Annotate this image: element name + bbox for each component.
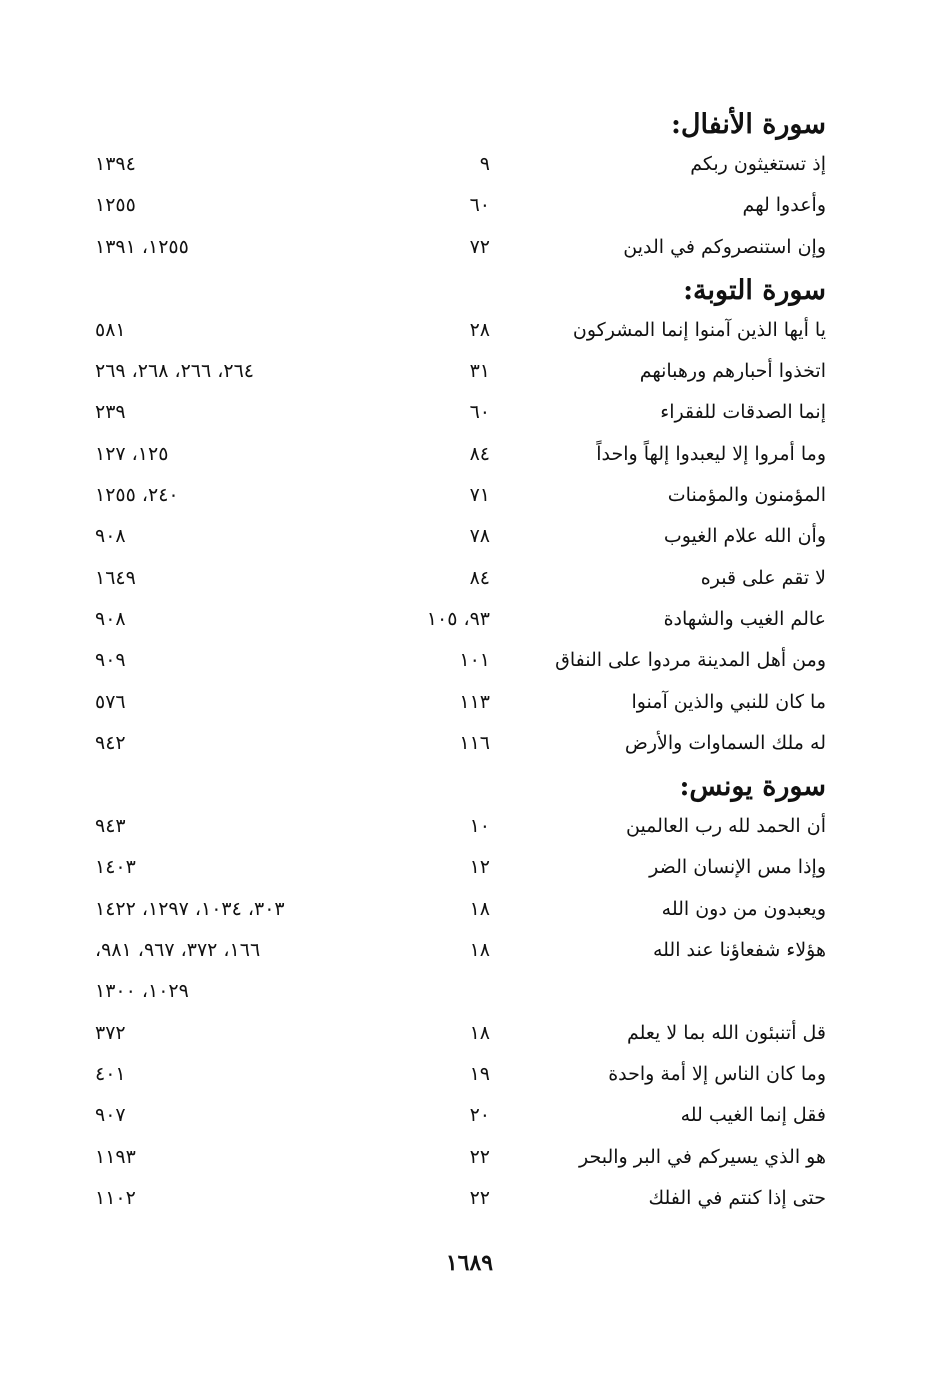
index-row bbox=[0, 600, 939, 641]
index-row bbox=[0, 724, 939, 765]
index-row bbox=[0, 931, 939, 972]
ayah-number: ١٠ bbox=[469, 815, 490, 838]
verse-phrase: هؤلاء شفعاؤنا عند الله bbox=[652, 939, 826, 962]
ayah-number: ٨٤ bbox=[469, 566, 490, 589]
ayah-number: ٧٨ bbox=[469, 525, 490, 548]
page-references: ٩٠٨ bbox=[95, 607, 126, 630]
page-references: ٩٠٧ bbox=[95, 1104, 126, 1127]
surah-title: سورة التوبة: bbox=[683, 274, 826, 306]
page-references: ٩٤٢ bbox=[95, 731, 126, 754]
verse-phrase: ويعبدون من دون الله bbox=[661, 897, 826, 920]
verse-phrase: له ملك السماوات والأرض bbox=[624, 731, 826, 754]
page-references: ٣٠٣، ١٠٣٤، ١٢٩٧، ١٤٢٢ bbox=[95, 897, 285, 920]
verse-phrase: وما أمروا إلا ليعبدوا إلهاً واحداً bbox=[596, 442, 826, 465]
ayah-number: ٧١ bbox=[469, 484, 490, 507]
page-references: ٣٧٢ bbox=[95, 1021, 126, 1044]
verse-phrase: قل أتنبئون الله بما لا يعلم bbox=[626, 1021, 826, 1044]
verse-phrase: المؤمنون والمؤمنات bbox=[667, 484, 826, 507]
page-references: ١١٩٣ bbox=[95, 1145, 136, 1168]
verse-phrase: وأن الله علام الغيوب bbox=[663, 525, 826, 548]
verse-phrase: يا أيها الذين آمنوا إنما المشركون bbox=[572, 318, 826, 341]
ayah-number: ٦٠ bbox=[469, 194, 490, 217]
ayah-number: ١١٦ bbox=[459, 731, 490, 754]
ayah-number: ٣١ bbox=[469, 360, 490, 383]
verse-phrase: وأعدوا لهم bbox=[742, 194, 826, 217]
ayah-number: ١٩ bbox=[469, 1062, 490, 1085]
page-references: ١٤٠٣ bbox=[95, 856, 136, 879]
verse-phrase: هو الذي يسيركم في البر والبحر bbox=[578, 1145, 826, 1168]
verse-phrase: اتخذوا أحبارهم ورهبانهم bbox=[639, 360, 826, 383]
page-references: ١٢٥، ١٢٧ bbox=[95, 442, 169, 465]
ayah-number: ٢٨ bbox=[469, 318, 490, 341]
page-references-continued: ١٠٢٩، ١٣٠٠ bbox=[95, 980, 189, 1003]
page-references: ٥٨١ bbox=[95, 318, 126, 341]
page-references: ٢٦٤، ٢٦٦، ٢٦٨، ٢٦٩ bbox=[95, 360, 255, 383]
index-row bbox=[0, 476, 939, 517]
ayah-number: ١٨ bbox=[469, 939, 490, 962]
index-row bbox=[0, 1014, 939, 1055]
index-row bbox=[0, 352, 939, 393]
index-row bbox=[0, 890, 939, 931]
ayah-number: ١٢ bbox=[469, 856, 490, 879]
ayah-number: ١٨ bbox=[469, 897, 490, 920]
page-references: ٥٧٦ bbox=[95, 690, 126, 713]
verse-phrase: وما كان الناس إلا أمة واحدة bbox=[608, 1062, 826, 1085]
ayah-number: ٨٤ bbox=[469, 442, 490, 465]
verse-phrase: إنما الصدقات للفقراء bbox=[660, 401, 826, 424]
verse-index bbox=[0, 103, 939, 1220]
page-references: ٩٠٩ bbox=[95, 649, 126, 672]
ayah-number: ٩ bbox=[479, 153, 490, 175]
surah-title: سورة الأنفال: bbox=[670, 109, 826, 140]
index-row bbox=[0, 1096, 939, 1137]
verse-phrase: ومن أهل المدينة مردوا على النفاق bbox=[555, 649, 826, 672]
index-row bbox=[0, 186, 939, 227]
verse-phrase: أن الحمد لله رب العالمين bbox=[625, 815, 826, 838]
index-row bbox=[0, 848, 939, 889]
page-references: ١١٠٢ bbox=[95, 1186, 136, 1209]
page-references: ٢٣٩ bbox=[95, 401, 126, 424]
page-references: ٩٤٣ bbox=[95, 815, 126, 838]
index-row-continuation bbox=[0, 972, 939, 1013]
index-row bbox=[0, 228, 939, 269]
surah-heading bbox=[0, 765, 939, 807]
ayah-number: ٧٢ bbox=[469, 235, 490, 258]
page-references: ١٢٥٥، ١٣٩١ bbox=[95, 235, 189, 258]
verse-phrase: لا تقم على قبره bbox=[700, 566, 826, 589]
surah-heading bbox=[0, 103, 939, 145]
ayah-number: ٢٢ bbox=[469, 1145, 490, 1168]
verse-phrase: وإذا مس الإنسان الضر bbox=[649, 856, 826, 879]
page-references: ٤٠١ bbox=[95, 1062, 126, 1085]
ayah-number: ٢٠ bbox=[469, 1104, 490, 1127]
ayah-number: ٦٠ bbox=[469, 401, 490, 424]
page-references: ١٢٥٥ bbox=[95, 194, 136, 217]
verse-phrase: وإن استنصروكم في الدين bbox=[623, 235, 826, 258]
index-row bbox=[0, 145, 939, 186]
verse-phrase: عالم الغيب والشهادة bbox=[663, 607, 826, 630]
ayah-number: ١٨ bbox=[469, 1021, 490, 1044]
page-number: ١٦٨٩ bbox=[445, 1250, 494, 1276]
verse-phrase: إذ تستغيثون ربكم bbox=[690, 153, 826, 175]
index-row bbox=[0, 393, 939, 434]
page-references: ١٦٦، ٣٧٢، ٩٦٧، ٩٨١، bbox=[95, 939, 261, 962]
index-row bbox=[0, 559, 939, 600]
page-references: ١٣٩٤ bbox=[95, 153, 136, 175]
index-row bbox=[0, 435, 939, 476]
index-row bbox=[0, 1138, 939, 1179]
index-row bbox=[0, 517, 939, 558]
index-row bbox=[0, 807, 939, 848]
ayah-number: ٢٢ bbox=[469, 1186, 490, 1209]
ayah-number: ٩٣، ١٠٥ bbox=[426, 607, 490, 630]
verse-phrase: ما كان للنبي والذين آمنوا bbox=[631, 690, 826, 713]
index-row bbox=[0, 641, 939, 682]
surah-heading bbox=[0, 269, 939, 311]
ayah-number: ١٠١ bbox=[459, 649, 490, 672]
page-references: ١٦٤٩ bbox=[95, 566, 136, 589]
page-references: ٩٠٨ bbox=[95, 525, 126, 548]
surah-title: سورة يونس: bbox=[679, 771, 826, 803]
ayah-number: ١١٣ bbox=[459, 690, 490, 713]
verse-phrase: فقل إنما الغيب لله bbox=[680, 1104, 826, 1127]
index-row bbox=[0, 683, 939, 724]
page-references: ٢٤٠، ١٢٥٥ bbox=[95, 484, 179, 507]
index-row bbox=[0, 1055, 939, 1096]
index-row bbox=[0, 311, 939, 352]
verse-phrase: حتى إذا كنتم في الفلك bbox=[648, 1186, 826, 1209]
index-row bbox=[0, 1179, 939, 1220]
